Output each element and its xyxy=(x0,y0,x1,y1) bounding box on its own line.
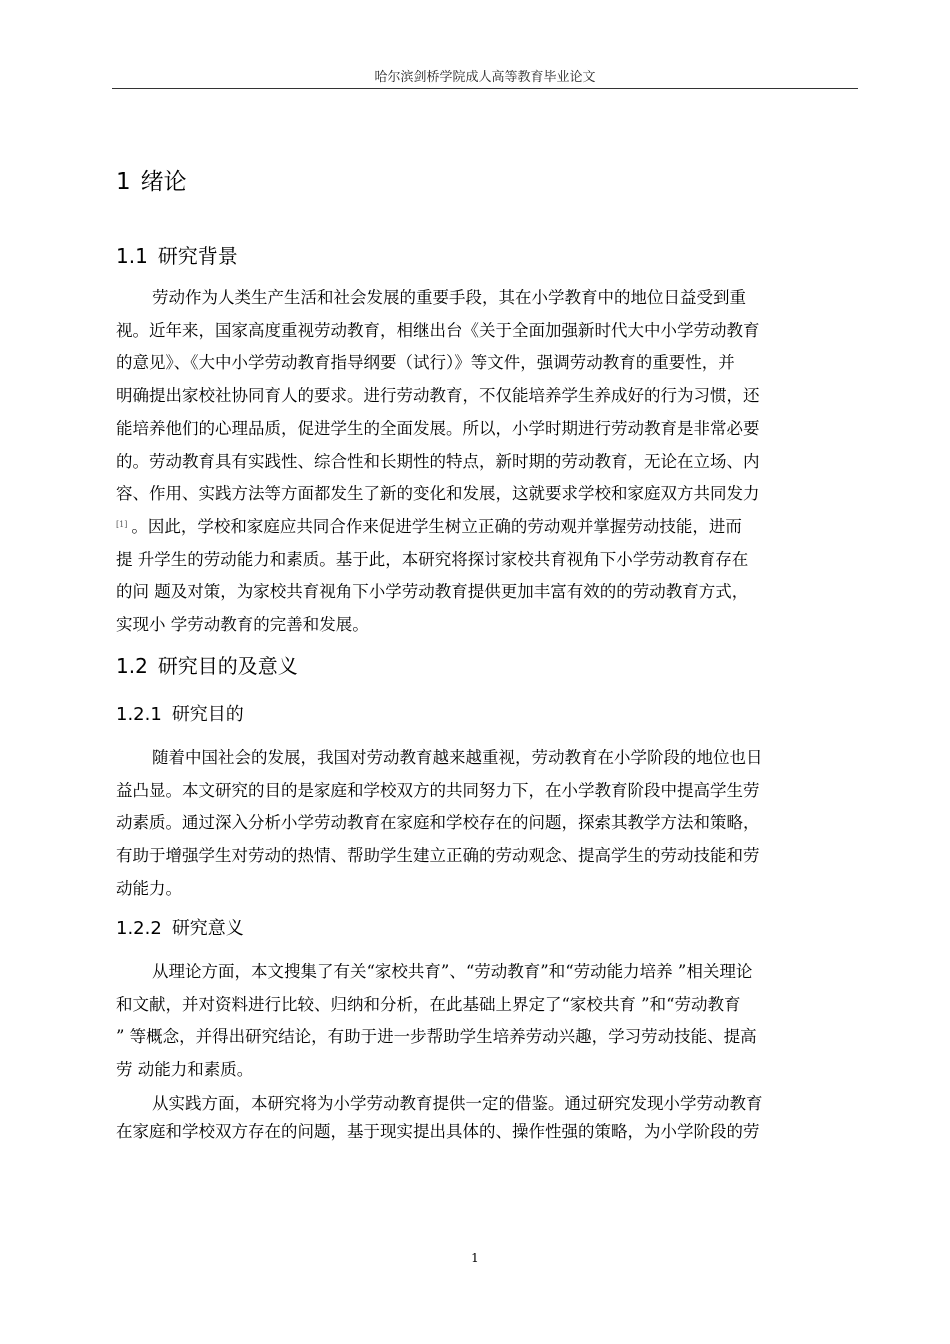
paragraph-theoretical-significance xyxy=(116,956,862,1087)
subsection-heading-1-2-2 xyxy=(116,914,244,940)
text-line: 益凸显。本文研究的目的是家庭和学校双方的共同努力下，在小学教育阶段中提高学生劳 xyxy=(116,780,760,800)
running-header: 哈尔滨剑桥学院成人高等教育毕业论文 xyxy=(374,70,596,85)
text-line: 从理论方面，本文搜集了有关“家校共育”、“劳动教育”和“劳动能力培养 ”相关理论 xyxy=(152,962,753,981)
chapter-number: 1 xyxy=(116,169,131,195)
section-title: 研究背景 xyxy=(157,244,238,268)
text-fragment: 。因此，学校和家庭应共同合作来促进学生树立正确的劳动观并掌握劳动技能，进而 xyxy=(131,516,742,536)
page-number: 1 xyxy=(471,1251,479,1265)
text-line: 在家庭和学校双方存在的问题，基于现实提出具体的、操作性强的策略，为小学阶段的劳 xyxy=(116,1122,760,1141)
subsection-title: 研究目的 xyxy=(171,704,244,725)
text-line: 的。劳动教育具有实践性、综合性和长期性的特点，新时期的劳动教育，无论在立场、内 xyxy=(116,451,760,471)
text-line: 劳动作为人类生产生活和社会发展的重要手段，其在小学教育中的地位日益受到重 xyxy=(152,288,746,307)
chapter-title: 绪论 xyxy=(140,169,187,195)
chapter-heading xyxy=(116,163,187,196)
subsection-title: 研究意义 xyxy=(171,918,244,939)
subsection-number: 1.2.1 xyxy=(116,704,162,725)
header-rule xyxy=(112,88,858,89)
paragraph-research-background xyxy=(116,282,862,642)
section-heading-1-2 xyxy=(116,650,298,679)
subsection-heading-1-2-1 xyxy=(116,700,244,726)
subsection-number: 1.2.2 xyxy=(116,918,162,939)
text-line: 容、作用、实践方法等方面都发生了新的变化和发展，这就要求学校和家庭双方共同发力 xyxy=(116,484,760,504)
text-line: 的问 题及对策，为家校共育视角下小学劳动教育提供更加丰富有效的的劳动教育方式， xyxy=(116,582,749,602)
text-line: 能培养他们的心理品质，促进学生的全面发展。所以，小学时期进行劳动教育是非常必要 xyxy=(116,418,760,438)
text-line: 提 升学生的劳动能力和素质。基于此，本研究将探讨家校共育视角下小学劳动教育存在 xyxy=(116,549,749,569)
text-line: 的意见》、《大中小学劳动教育指导纲要（试行）》等文件，强调劳动教育的重要性，并 xyxy=(116,353,735,373)
text-line xyxy=(116,511,862,544)
text-line: 从实践方面，本研究将为小学劳动教育提供一定的借鉴。通过研究发现小学劳动教育 xyxy=(152,1094,763,1113)
text-line: 随着中国社会的发展，我国对劳动教育越来越重视，劳动教育在小学阶段的地位也日 xyxy=(152,748,763,767)
text-line: 明确提出家校社协同育人的要求。进行劳动教育，不仅能培养学生养成好的行为习惯，还 xyxy=(116,386,760,406)
section-heading-1-1 xyxy=(116,240,238,269)
section-title: 研究目的及意义 xyxy=(157,654,298,678)
text-line: 劳 动能力和素质。 xyxy=(116,1060,254,1080)
text-line: 动素质。通过深入分析小学劳动教育在家庭和学校存在的问题，探索其教学方法和策略， xyxy=(116,813,760,833)
section-number: 1.1 xyxy=(116,244,148,268)
citation-marker: [1] xyxy=(116,519,128,529)
paragraph-practical-significance xyxy=(116,1090,862,1146)
paragraph-research-purpose xyxy=(116,742,862,906)
text-line: 有助于增强学生对劳动的热情、帮助学生建立正确的劳动观念、提高学生的劳动技能和劳 xyxy=(116,846,760,866)
text-line: 和文献，并对资料进行比较、归纳和分析，在此基础上界定了“家校共育 ”和“劳动教育 xyxy=(116,994,741,1014)
text-line: ” 等概念，并得出研究结论，有助于进一步帮助学生培养劳动兴趣，学习劳动技能、提高 xyxy=(116,1027,757,1047)
text-line: 视。近年来，国家高度重视劳动教育，相继出台《关于全面加强新时代大中小学劳动教育 xyxy=(116,320,760,340)
text-line: 实现小 学劳动教育的完善和发展。 xyxy=(116,615,369,635)
text-line: 动能力。 xyxy=(116,878,182,898)
section-number: 1.2 xyxy=(116,654,148,678)
